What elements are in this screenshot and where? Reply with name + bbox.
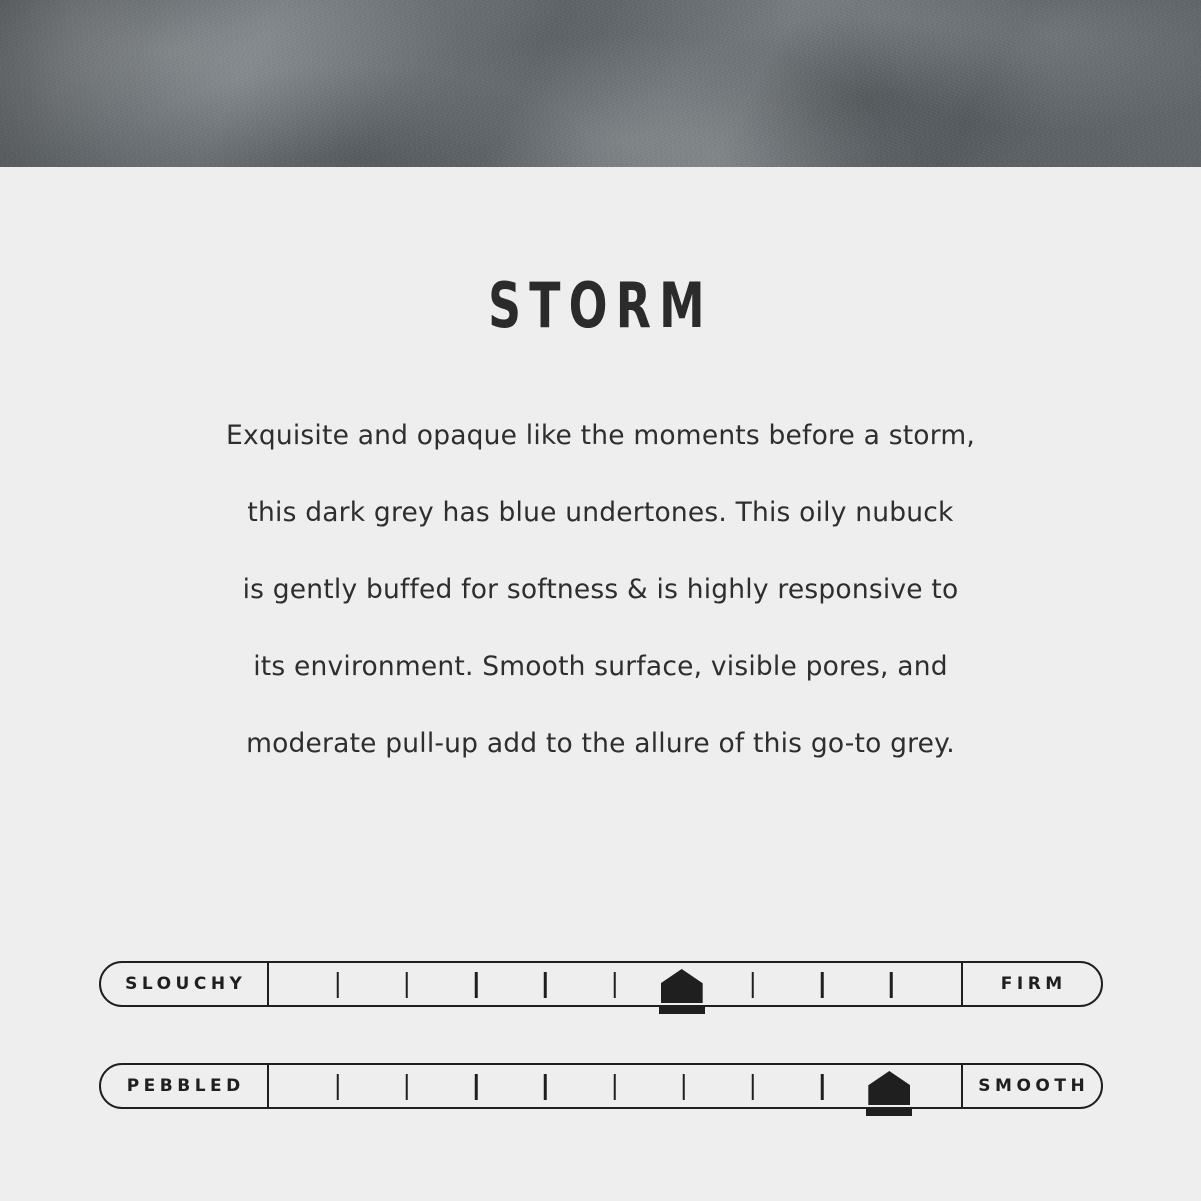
scale-tick [752,1074,755,1100]
scale-tick [544,1074,547,1100]
page-title: STORM [488,269,713,342]
description-line: is gently buffed for softness & is highly responsive to [242,574,959,605]
scale-label-left-pebbled: PEBBLED [101,1065,269,1107]
scale-ticks-texture [269,1065,961,1107]
marker-base-bar [659,1006,705,1014]
swatch-vignette-layer [0,0,1201,167]
scale-label-right-smooth: SMOOTH [961,1065,1101,1107]
scale-tick [821,972,824,998]
scale-tick [336,1074,339,1100]
scale-texture [99,1063,1103,1109]
scale-tick [336,972,339,998]
description-line: this dark grey has blue undertones. This oily nubuck [247,497,954,528]
scale-tick [544,972,547,998]
scale-tick [613,1074,616,1100]
scale-tick [890,1074,893,1100]
scale-tick [682,1074,685,1100]
scale-tick [613,972,616,998]
scale-tick [821,1074,824,1100]
scale-tick [752,972,755,998]
scale-label-left-slouchy: SLOUCHY [101,963,269,1005]
description-line: Exquisite and opaque like the moments before a storm, [226,420,975,451]
description-line: its environment. Smooth surface, visible pores, and [253,651,948,682]
scale-tick [475,1074,478,1100]
scale-track-texture[interactable] [99,1063,1103,1109]
scale-tick [682,972,685,998]
scale-tick [406,1074,409,1100]
scale-firmness [99,961,1103,1007]
scale-tick [406,972,409,998]
description-line: moderate pull-up add to the allure of this go-to grey. [246,728,955,759]
leather-swatch-image [0,0,1201,167]
scale-tick [475,972,478,998]
marker-base-bar [866,1108,912,1116]
scale-label-right-firm: FIRM [961,963,1101,1005]
attribute-scales [0,961,1201,1109]
scale-ticks-firmness [269,963,961,1005]
description-block [181,397,1021,782]
scale-tick [890,972,893,998]
scale-track-firmness[interactable] [99,961,1103,1007]
